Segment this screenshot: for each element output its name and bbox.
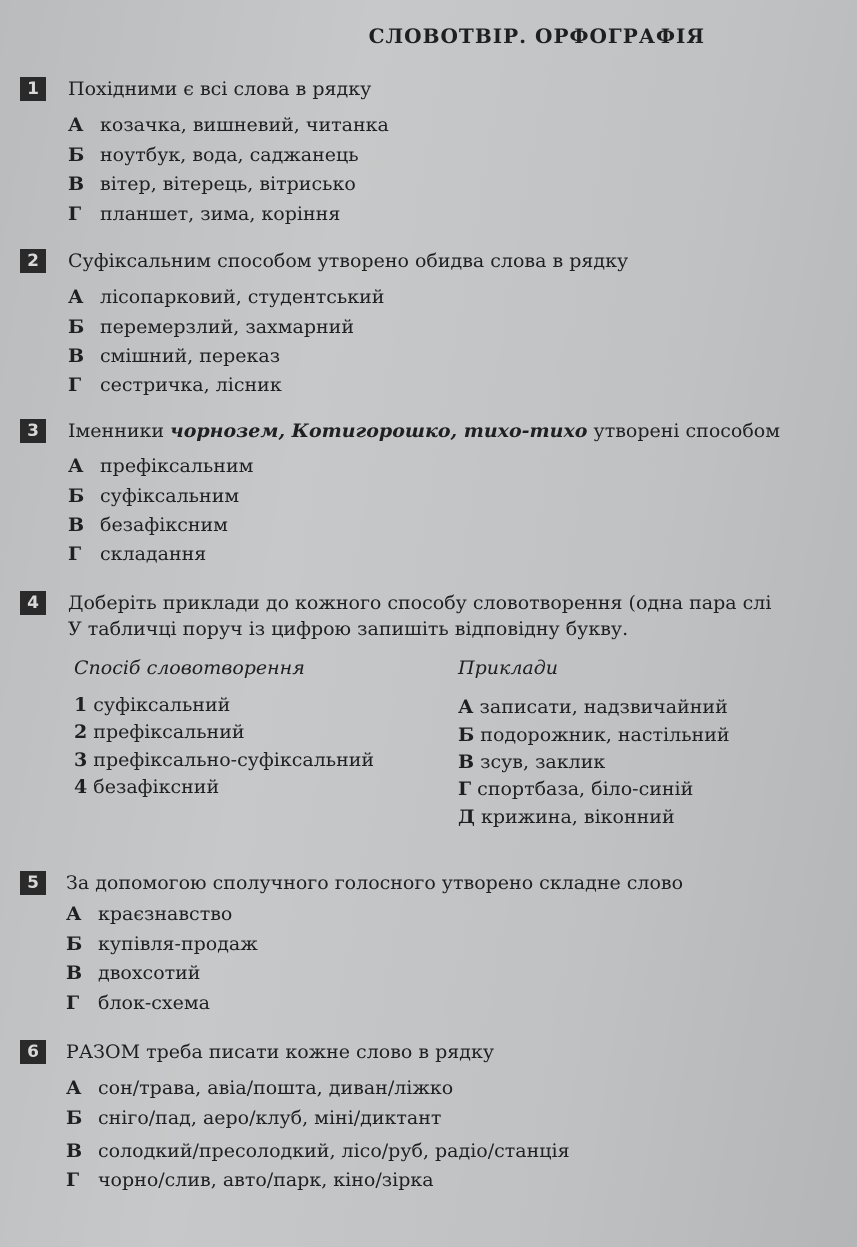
option-d[interactable]: Г блок-схема [66,992,210,1014]
task-number: 6 [20,1040,46,1064]
option-c[interactable]: В вітер, вітерець, вітрисько [68,173,356,195]
examples-column-heading: Приклади [458,657,559,679]
task-question: Похідними є всі слова в рядку [68,78,372,100]
method-item: 3 префіксально-суфіксальний [74,749,375,771]
method-item: 1 суфіксальний [74,694,231,716]
option-d[interactable]: Г чорно/слив, авто/парк, кіно/зірка [66,1169,434,1191]
method-item: 4 безафіксний [74,776,220,798]
option-a[interactable]: А козачка, вишневий, читанка [68,114,389,136]
task-number: 1 [20,77,46,101]
task-number: 2 [20,249,46,273]
option-c[interactable]: В безафіксним [68,514,228,536]
option-b[interactable]: Б сніго/пад, аеро/клуб, міні/диктант [66,1107,442,1129]
option-a[interactable]: А сон/трава, авіа/пошта, диван/ліжко [66,1077,454,1099]
example-item: Г спортбаза, біло-синій [458,778,694,800]
option-a[interactable]: А лісопарковий, студентський [68,286,385,308]
task-question-line-1: Доберіть приклади до кожного способу словотворення (одна пара слі [68,592,772,614]
option-b[interactable]: Б суфіксальним [68,485,240,507]
example-item: Д крижина, віконний [458,806,675,828]
emphasized-words: чорнозем, Котигорошко, тихо-тихо [170,420,588,442]
task-question: За допомогою сполучного голосного утворено складне слово [66,872,684,894]
option-b[interactable]: Б ноутбук, вода, саджанець [68,144,359,166]
methods-column-heading: Спосіб словотворення [74,657,305,679]
page-title: СЛОВОТВІР. ОРФОГРАФІЯ [368,24,705,48]
option-c[interactable]: В смішний, переказ [68,345,281,367]
task-number: 3 [20,419,46,443]
option-b[interactable]: Б купівля-продаж [66,933,258,955]
option-d[interactable]: Г сестричка, лісник [68,374,282,396]
task-question: РАЗОМ треба писати кожне слово в рядку [66,1041,495,1063]
option-c[interactable]: В двохсотий [66,962,201,984]
task-number: 5 [20,871,46,895]
example-item: В зсув, заклик [458,751,606,773]
option-d[interactable]: Г складання [68,543,207,565]
task-question: Суфіксальним способом утворено обидва слова в рядку [68,250,629,272]
task-question-line-2: У табличці поруч із цифрою запишіть відповідну букву. [68,618,629,640]
example-item: Б подорожник, настільний [458,724,730,746]
option-a[interactable]: А краєзнавство [66,903,233,925]
example-item: А записати, надзвичайний [458,696,728,718]
method-item: 2 префіксальний [74,721,245,743]
option-d[interactable]: Г планшет, зима, коріння [68,203,341,225]
option-c[interactable]: В солодкий/пресолодкий, лісо/руб, радіо/станція [66,1140,570,1162]
task-question: Іменники чорнозем, Котигорошко, тихо-тихо утворені способом [68,420,781,442]
task-number: 4 [20,591,46,615]
option-b[interactable]: Б перемерзлий, захмарний [68,316,355,338]
option-a[interactable]: А префіксальним [68,455,254,477]
